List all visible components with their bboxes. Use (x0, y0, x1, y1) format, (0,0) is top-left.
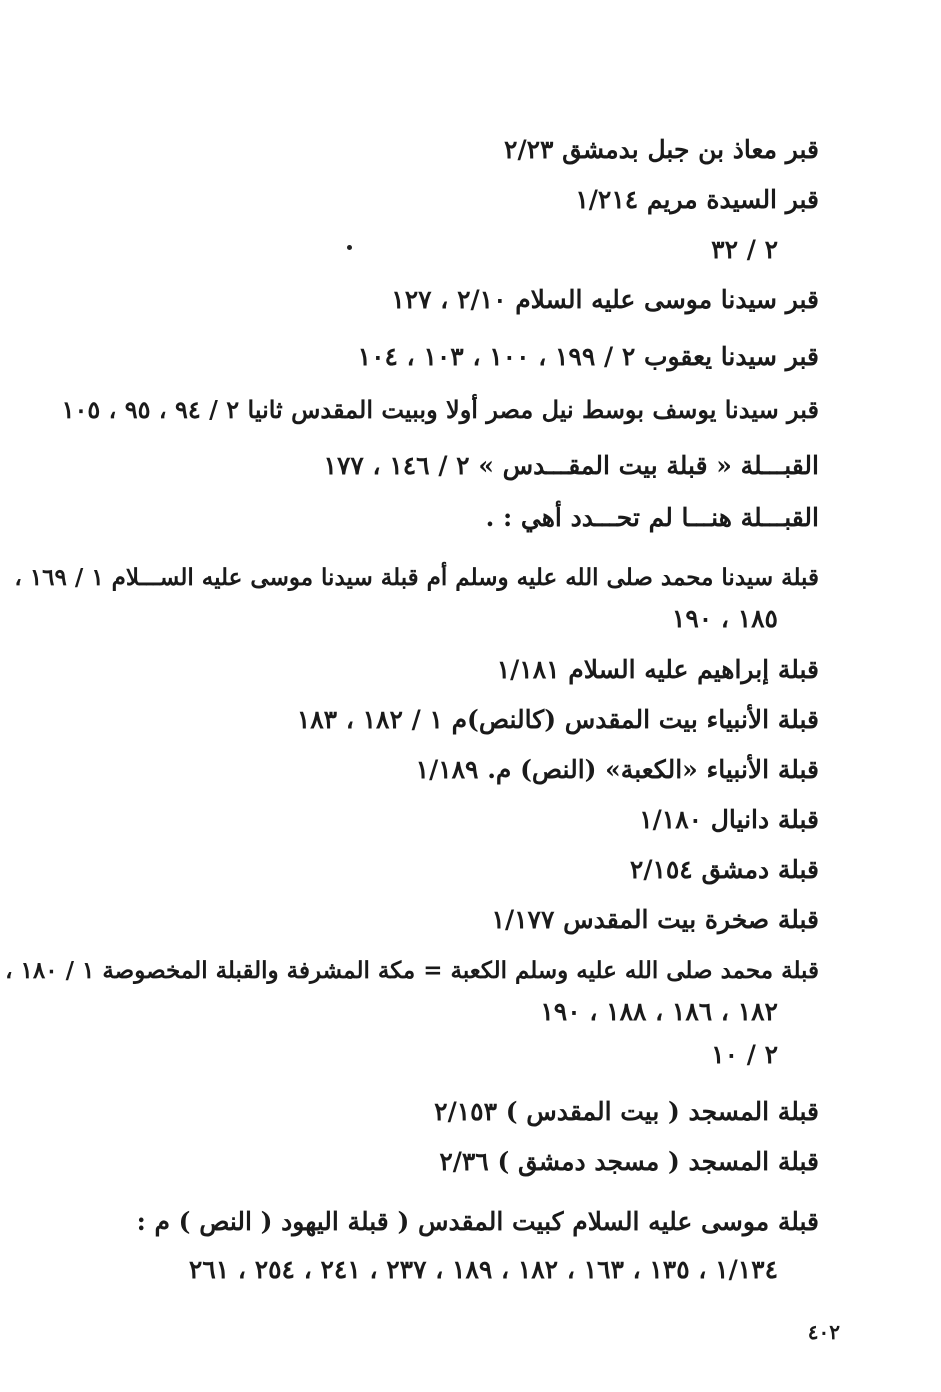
page-footer (650, 1320, 840, 1346)
index-line: قبر سيدنا يعقوب ٢ / ١٩٩ ، ١٠٠ ، ١٠٣ ، ١٠٤ (357, 342, 819, 371)
index-line: ١٨٥ ، ١٩٠ (671, 604, 778, 633)
index-line: ١٨٢ ، ١٨٦ ، ١٨٨ ، ١٩٠ (540, 997, 778, 1026)
index-line: قبلة صخرة بيت المقدس ١/١٧٧ (491, 905, 819, 934)
index-line: قبلة الأنبياء «الكعبة» (النص) م. ١/١٨٩ (415, 755, 819, 784)
page-number: ٤٠٢ (807, 1320, 840, 1344)
index-line: قبلة دمشق ٢/١٥٤ (629, 855, 819, 884)
ink-dot (347, 245, 352, 250)
index-line: قبلة محمد صلى الله عليه وسلم الكعبة = مكة المشرفة والقبلة المخصوصة ١ / ١٨٠ ، (5, 957, 819, 984)
index-line: قبر معاذ بن جبل بدمشق ٢/٢٣ (504, 135, 819, 164)
index-line: قبلة إبراهيم عليه السلام ١/١٨١ (496, 655, 819, 684)
index-line: قبر السيدة مريم ١/٢١٤ (575, 185, 819, 214)
index-line: قبر سيدنا يوسف بوسط نيل مصر أولا وببيت المقدس ثانيا ٢ / ٩٤ ، ٩٥ ، ١٠٥ (61, 395, 819, 424)
index-line: قبلة سيدنا محمد صلى الله عليه وسلم أم قبلة سيدنا موسى عليه الســـلام ١ / ١٦٩ ، (14, 564, 819, 591)
index-line: ٢ / ٣٢ (711, 235, 778, 264)
index-line: قبلة موسى عليه السلام كبيت المقدس ( قبلة اليهود ( النص ) م : (136, 1207, 819, 1236)
index-line: القبـــلة « قبلة بيت المقـــدس » ٢ / ١٤٦ ، ١٧٧ (323, 451, 819, 480)
index-line: ١/١٣٤ ، ١٣٥ ، ١٦٣ ، ١٨٢ ، ١٨٩ ، ٢٣٧ ، ٢٤١ ، ٢٥٤ ، ٢٦١ (188, 1255, 778, 1284)
index-line: قبلة دانيال ١/١٨٠ (639, 805, 819, 834)
index-line: قبر سيدنا موسى عليه السلام ٢/١٠ ، ١٢٧ (391, 285, 819, 314)
index-line: القبـــلة هنـــا لم تحـــدد أهي : . (485, 503, 819, 532)
index-line: ٢ / ١٠ (711, 1040, 778, 1069)
index-line: قبلة الأنبياء بيت المقدس (كالنص)م ١ / ١٨٢ ، ١٨٣ (296, 705, 819, 734)
index-line: قبلة المسجد ( بيت المقدس ) ٢/١٥٣ (434, 1097, 819, 1126)
index-line: قبلة المسجد ( مسجد دمشق ) ٢/٣٦ (439, 1147, 819, 1176)
